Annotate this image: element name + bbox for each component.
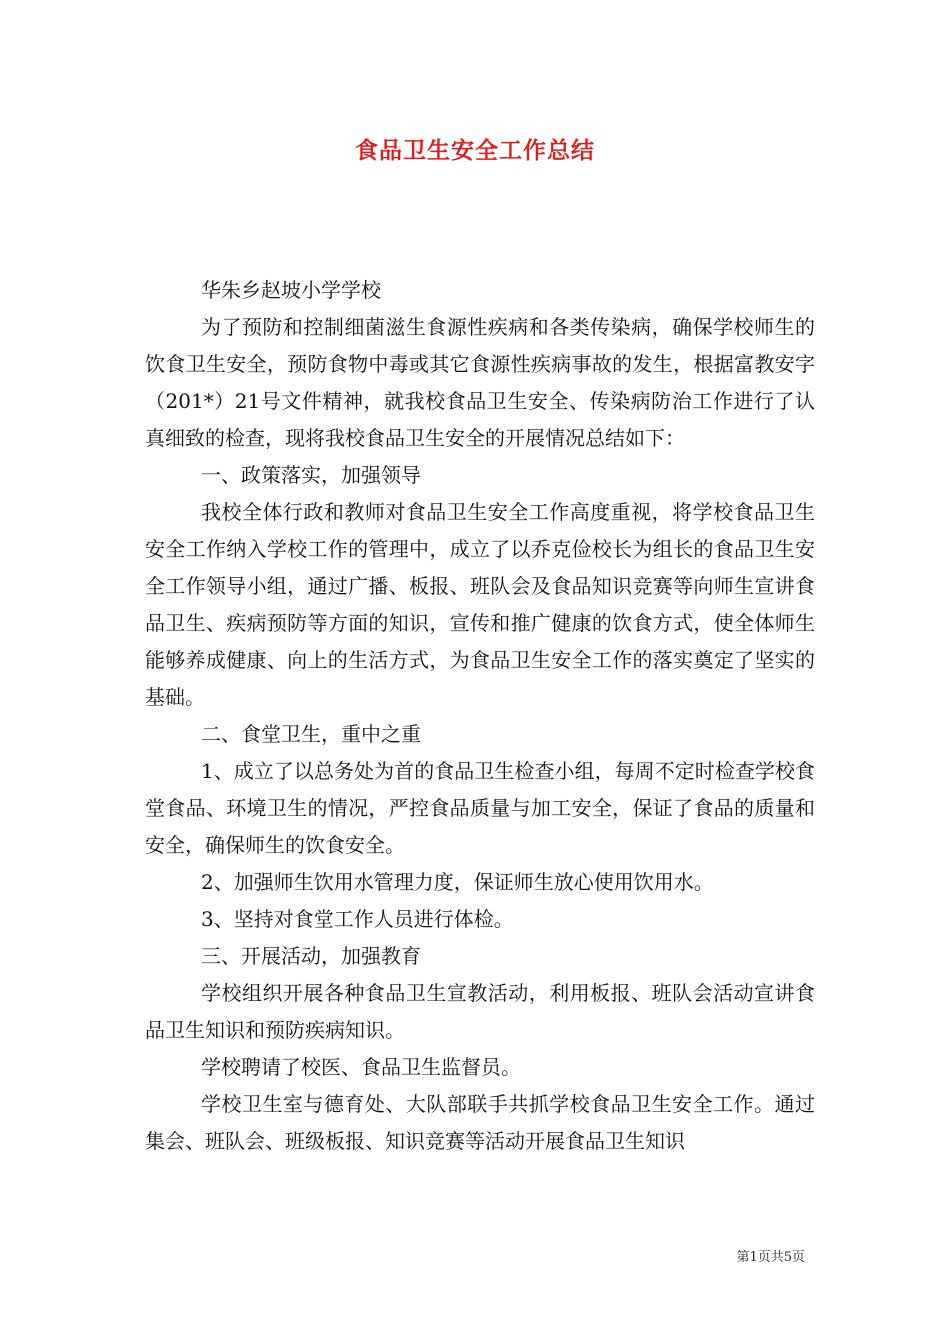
section-2-item-2: 2、加强师生饮用水管理力度，保证师生放心使用饮用水。 [201,870,714,894]
school-name-line: 华朱乡赵坡小学学校 [201,278,381,302]
section-heading-1: 一、政策落实，加强领导 [201,463,421,487]
section-2-item-3: 3、坚持对食堂工作人员进行体检。 [201,907,514,931]
document-title: 食品卫生安全工作总结 [355,137,595,164]
section-3-paragraph-1: 学校组织开展各种食品卫生宣教活动，利用板报、班队会活动宣讲食品卫生知识和预防疾病知识。 [145,981,815,1042]
section-heading-2: 二、食堂卫生，重中之重 [201,722,421,746]
section-2-item-1: 1、成立了以总务处为首的食品卫生检查小组，每周不定时检查学校食堂食品、环境卫生的情况，严控食品质量与加工安全，保证了食品的质量和安全，确保师生的饮食安全。 [145,759,815,857]
section-3-paragraph-3: 学校卫生室与德育处、大队部联手共抓学校食品卫生安全工作。通过集会、班队会、班级板报、知识竞赛等活动开展食品卫生知识 [145,1092,815,1153]
document-body [145,272,815,1160]
section-heading-3: 三、开展活动，加强教育 [201,944,421,968]
page-number-footer: 第1页共5页 [736,1250,805,1265]
intro-paragraph: 为了预防和控制细菌滋生食源性疾病和各类传染病，确保学校师生的饮食卫生安全，预防食物中毒或其它食源性疾病事故的发生，根据富教安字（201*）21号文件精神，就我校食品卫生安全、传染病防治工作进行了认真细致的检查，现将我校食品卫生安全的开展情况总结如下： [145,315,815,450]
section-3-paragraph-2: 学校聘请了校医、食品卫生监督员。 [201,1055,521,1079]
section-1-paragraph: 我校全体行政和教师对食品卫生安全工作高度重视，将学校食品卫生安全工作纳入学校工作的管理中，成立了以乔克俭校长为组长的食品卫生安全工作领导小组，通过广播、板报、班队会及食品知识竞赛等向师生宣讲食品卫生、疾病预防等方面的知识，宣传和推广健康的饮食方式，使全体师生能够养成健康、向上的生活方式，为食品卫生安全工作的落实奠定了坚实的基础。 [145,500,815,709]
